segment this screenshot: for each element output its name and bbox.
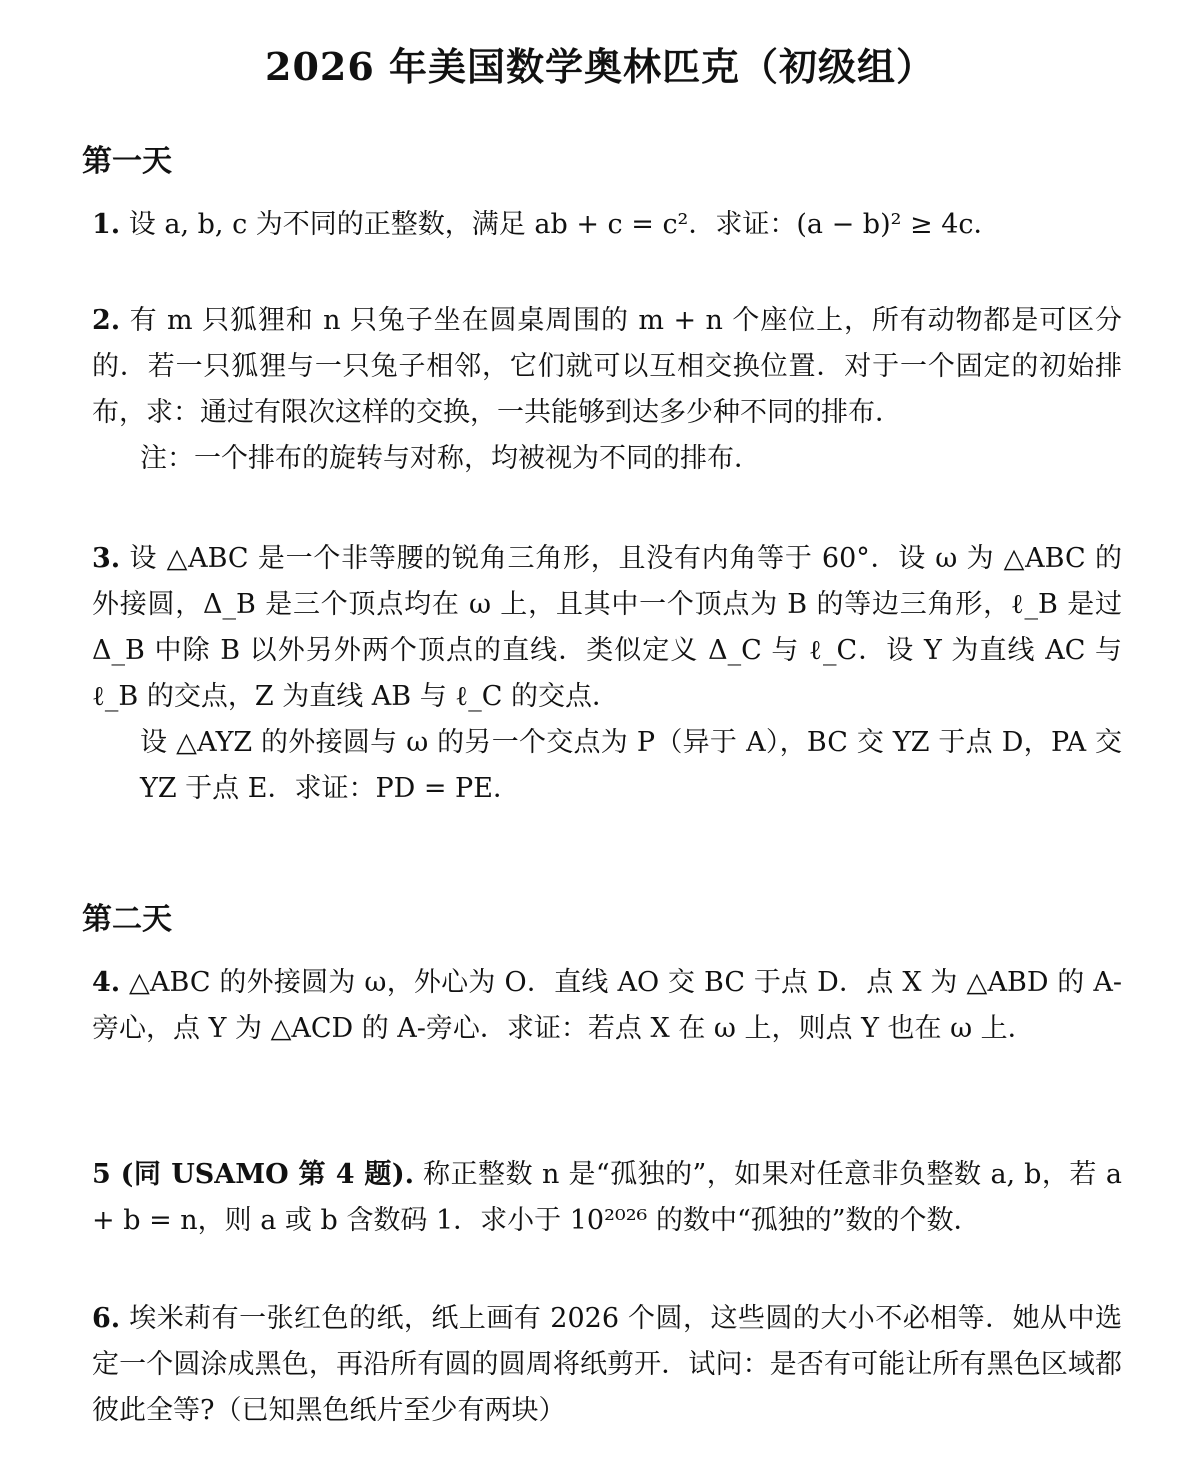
problem-paragraph: △ABC 的外接圆为 ω，外心为 O．直线 AO 交 BC 于点 D．点 X 为 △ABD 的 A-旁心，点 Y 为 △ACD 的 A-旁心．求证：若点 X 在 ω 上，则点 Y 也在 ω 上． <box>92 967 1122 1044</box>
problem-5 <box>82 1152 1122 1244</box>
problem-6 <box>82 1296 1122 1434</box>
problem-number: 4. <box>92 967 121 998</box>
problem-3 <box>82 536 1122 812</box>
problem-3-paragraph-2: 设 △AYZ 的外接圆与 ω 的另一个交点为 P（异于 A），BC 交 YZ 于点 D，PA 交 YZ 于点 E．求证：PD = PE． <box>140 727 1122 804</box>
problem-2-text <box>82 298 1122 436</box>
problem-5-text <box>82 1152 1122 1244</box>
problem-2 <box>82 298 1122 482</box>
day-two-heading: 第二天 <box>82 902 172 937</box>
problem-6-text <box>82 1296 1122 1434</box>
problem-4 <box>82 960 1122 1052</box>
problem-number: 2. <box>92 305 121 336</box>
problem-paragraph: 设 a, b, c 为不同的正整数，满足 ab + c = c²．求证：(a − b)² ≥ 4c． <box>128 209 1001 240</box>
problem-2-note: 注：一个排布的旋转与对称，均被视为不同的排布． <box>140 443 761 474</box>
problem-4-text <box>82 960 1122 1052</box>
problem-paragraph: 埃米莉有一张红色的纸，纸上画有 2026 个圆，这些圆的大小不必相等．她从中选定一个圆涂成黑色，再沿所有圆的圆周将纸剪开．试问：是否有可能让所有黑色区域都彼此全等?（已知黑色纸片至少有两块） <box>92 1303 1122 1426</box>
problem-paragraph: 称正整数 n 是“孤独的”，如果对任意非负整数 a, b，若 a + b = n，则 a 或 b 含数码 1．求小于 10²⁰²⁶ 的数中“孤独的”数的个数． <box>92 1159 1122 1236</box>
problem-paragraph: 有 m 只狐狸和 n 只兔子坐在圆桌周围的 m + n 个座位上，所有动物都是可区分的．若一只狐狸与一只兔子相邻，它们就可以互相交换位置．对于一个固定的初始排布，求：通过有限次这样的交换，一共能够到达多少种不同的排布． <box>92 305 1122 428</box>
problem-number: 6. <box>92 1303 121 1334</box>
problem-number: 3. <box>92 543 121 574</box>
problem-paragraph: 设 △ABC 是一个非等腰的锐角三角形，且没有内角等于 60°．设 ω 为 △ABC 的外接圆，Δ_B 是三个顶点均在 ω 上，且其中一个顶点为 B 的等边三角形，ℓ_B 是过 Δ_B 中除 B 以外另外两个顶点的直线．类似定义 Δ_C 与 ℓ_C．设 Y 为直线 AC 与 ℓ_B 的交点，Z 为直线 AB 与 ℓ_C 的交点． <box>92 543 1122 712</box>
problem-number: 5 (同 USAMO 第 4 题). <box>92 1159 415 1190</box>
page-title: 2026 年美国数学奥林匹克（初级组） <box>265 44 935 89</box>
problem-1 <box>82 202 1122 248</box>
day-one-heading: 第一天 <box>82 144 172 179</box>
problem-1-text <box>82 202 1122 248</box>
problem-3-text <box>82 536 1122 720</box>
problem-number: 1. <box>92 209 121 240</box>
